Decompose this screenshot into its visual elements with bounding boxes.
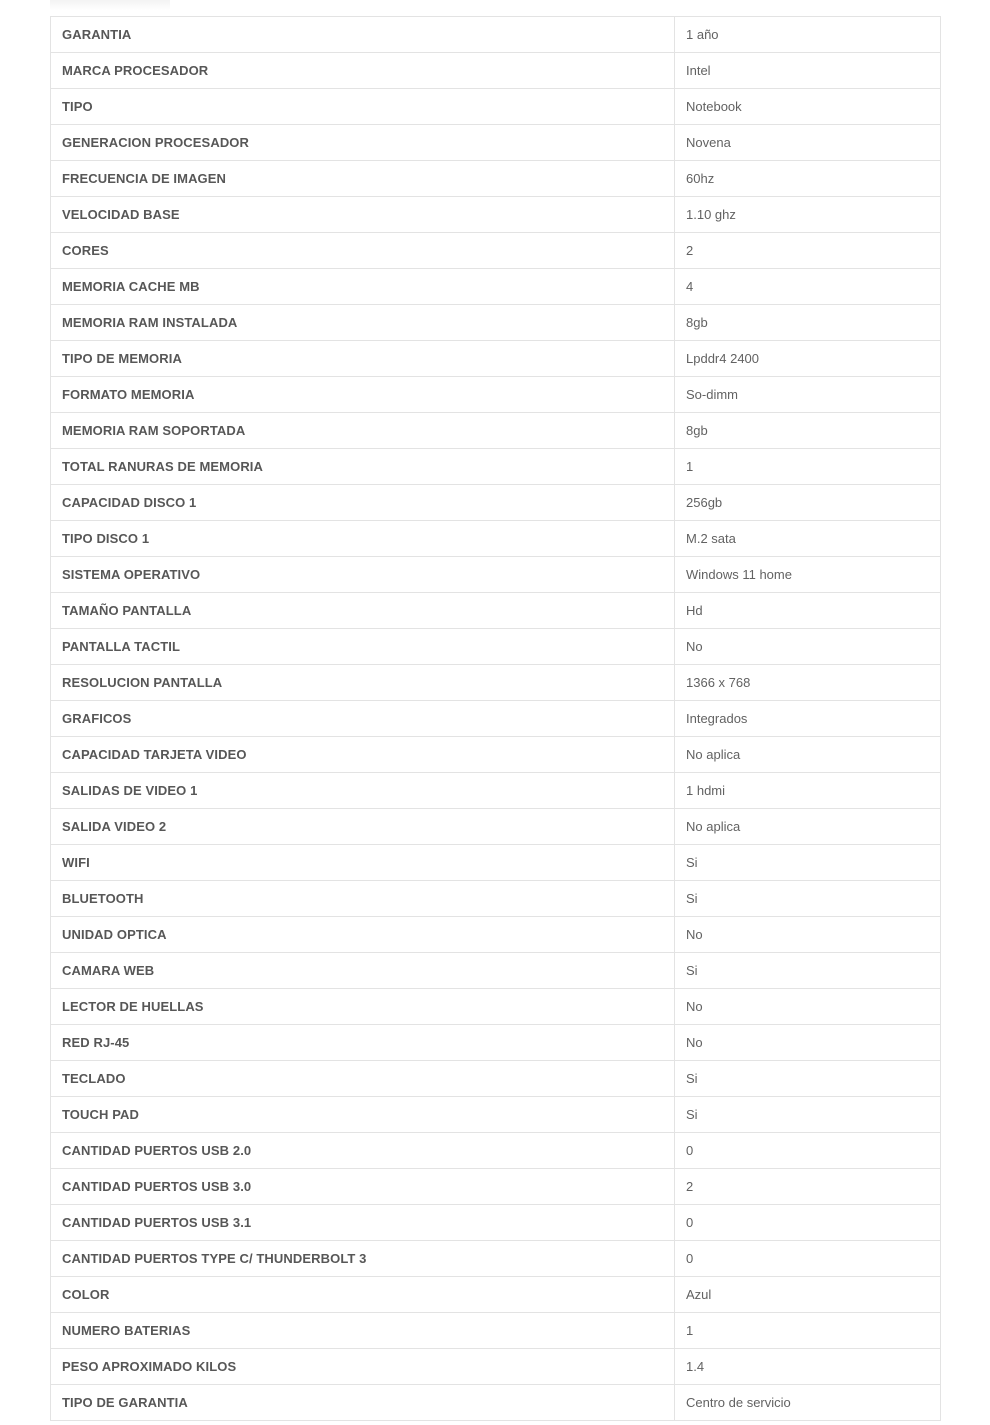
spec-label: CANTIDAD PUERTOS USB 3.1 xyxy=(51,1205,675,1241)
spec-row xyxy=(51,917,941,953)
spec-row xyxy=(51,53,941,89)
spec-value: 2 xyxy=(675,1169,941,1205)
spec-label: UNIDAD OPTICA xyxy=(51,917,675,953)
spec-label: TAMAÑO PANTALLA xyxy=(51,593,675,629)
spec-value: 256gb xyxy=(675,485,941,521)
spec-label: CORES xyxy=(51,233,675,269)
spec-value: 1 xyxy=(675,449,941,485)
spec-value: No aplica xyxy=(675,809,941,845)
spec-value: Hd xyxy=(675,593,941,629)
spec-label: MEMORIA RAM SOPORTADA xyxy=(51,413,675,449)
spec-value: 4 xyxy=(675,269,941,305)
spec-label: TIPO DISCO 1 xyxy=(51,521,675,557)
spec-row xyxy=(51,1277,941,1313)
spec-label: PANTALLA TACTIL xyxy=(51,629,675,665)
spec-row xyxy=(51,1169,941,1205)
spec-row xyxy=(51,845,941,881)
spec-row xyxy=(51,557,941,593)
spec-row xyxy=(51,1241,941,1277)
spec-label: TOTAL RANURAS DE MEMORIA xyxy=(51,449,675,485)
spec-row xyxy=(51,377,941,413)
spec-label: MEMORIA RAM INSTALADA xyxy=(51,305,675,341)
spec-label: SISTEMA OPERATIVO xyxy=(51,557,675,593)
spec-value: Azul xyxy=(675,1277,941,1313)
spec-row xyxy=(51,233,941,269)
spec-row xyxy=(51,1133,941,1169)
spec-row xyxy=(51,953,941,989)
spec-value: 0 xyxy=(675,1133,941,1169)
spec-row xyxy=(51,881,941,917)
spec-row xyxy=(51,305,941,341)
spec-value: Si xyxy=(675,953,941,989)
spec-label: SALIDA VIDEO 2 xyxy=(51,809,675,845)
spec-row xyxy=(51,1097,941,1133)
specifications-table-body xyxy=(51,17,941,1421)
spec-value: Windows 11 home xyxy=(675,557,941,593)
spec-value: 1.10 ghz xyxy=(675,197,941,233)
spec-label: TECLADO xyxy=(51,1061,675,1097)
spec-label: TIPO DE MEMORIA xyxy=(51,341,675,377)
spec-label: MARCA PROCESADOR xyxy=(51,53,675,89)
spec-label: CAPACIDAD TARJETA VIDEO xyxy=(51,737,675,773)
spec-value: Si xyxy=(675,845,941,881)
spec-value: 0 xyxy=(675,1205,941,1241)
spec-label: RESOLUCION PANTALLA xyxy=(51,665,675,701)
spec-row xyxy=(51,1313,941,1349)
spec-label: CANTIDAD PUERTOS TYPE C/ THUNDERBOLT 3 xyxy=(51,1241,675,1277)
top-fade-decoration xyxy=(50,0,170,10)
spec-row xyxy=(51,629,941,665)
spec-label: CANTIDAD PUERTOS USB 3.0 xyxy=(51,1169,675,1205)
spec-row xyxy=(51,737,941,773)
spec-row xyxy=(51,269,941,305)
spec-row xyxy=(51,1025,941,1061)
spec-row xyxy=(51,521,941,557)
spec-label: COLOR xyxy=(51,1277,675,1313)
spec-value: No aplica xyxy=(675,737,941,773)
spec-row xyxy=(51,773,941,809)
spec-label: LECTOR DE HUELLAS xyxy=(51,989,675,1025)
spec-value: No xyxy=(675,629,941,665)
spec-label: MEMORIA CACHE MB xyxy=(51,269,675,305)
spec-label: VELOCIDAD BASE xyxy=(51,197,675,233)
spec-value: 0 xyxy=(675,1241,941,1277)
spec-label: GARANTIA xyxy=(51,17,675,53)
spec-label: SALIDAS DE VIDEO 1 xyxy=(51,773,675,809)
spec-row xyxy=(51,809,941,845)
spec-row xyxy=(51,1349,941,1385)
spec-label: TIPO DE GARANTIA xyxy=(51,1385,675,1421)
spec-value: 1 hdmi xyxy=(675,773,941,809)
spec-label: FORMATO MEMORIA xyxy=(51,377,675,413)
spec-label: GENERACION PROCESADOR xyxy=(51,125,675,161)
spec-label: CAMARA WEB xyxy=(51,953,675,989)
spec-label: CANTIDAD PUERTOS USB 2.0 xyxy=(51,1133,675,1169)
spec-value: Integrados xyxy=(675,701,941,737)
spec-label: CAPACIDAD DISCO 1 xyxy=(51,485,675,521)
spec-value: 1.4 xyxy=(675,1349,941,1385)
spec-label: NUMERO BATERIAS xyxy=(51,1313,675,1349)
spec-row xyxy=(51,161,941,197)
spec-value: 1 año xyxy=(675,17,941,53)
spec-label: PESO APROXIMADO KILOS xyxy=(51,1349,675,1385)
spec-value: No xyxy=(675,989,941,1025)
spec-value: 1 xyxy=(675,1313,941,1349)
spec-row xyxy=(51,701,941,737)
spec-row xyxy=(51,665,941,701)
spec-row xyxy=(51,449,941,485)
spec-row xyxy=(51,413,941,449)
spec-label: FRECUENCIA DE IMAGEN xyxy=(51,161,675,197)
spec-label: TOUCH PAD xyxy=(51,1097,675,1133)
spec-value: Lpddr4 2400 xyxy=(675,341,941,377)
spec-row xyxy=(51,1385,941,1421)
spec-label: WIFI xyxy=(51,845,675,881)
spec-value: 1366 x 768 xyxy=(675,665,941,701)
spec-value: 60hz xyxy=(675,161,941,197)
spec-row xyxy=(51,341,941,377)
spec-value: Centro de servicio xyxy=(675,1385,941,1421)
spec-value: No xyxy=(675,917,941,953)
spec-row xyxy=(51,17,941,53)
spec-value: So-dimm xyxy=(675,377,941,413)
spec-label: TIPO xyxy=(51,89,675,125)
spec-row xyxy=(51,197,941,233)
spec-value: No xyxy=(675,1025,941,1061)
spec-value: Novena xyxy=(675,125,941,161)
spec-row xyxy=(51,485,941,521)
spec-row xyxy=(51,125,941,161)
spec-value: Notebook xyxy=(675,89,941,125)
spec-value: Intel xyxy=(675,53,941,89)
specifications-table xyxy=(50,16,941,1421)
spec-row xyxy=(51,1061,941,1097)
spec-label: RED RJ-45 xyxy=(51,1025,675,1061)
spec-value: Si xyxy=(675,881,941,917)
spec-value: Si xyxy=(675,1097,941,1133)
spec-value: 8gb xyxy=(675,305,941,341)
spec-row xyxy=(51,1205,941,1241)
spec-value: 8gb xyxy=(675,413,941,449)
spec-row xyxy=(51,989,941,1025)
spec-row xyxy=(51,593,941,629)
spec-value: 2 xyxy=(675,233,941,269)
spec-value: M.2 sata xyxy=(675,521,941,557)
spec-label: GRAFICOS xyxy=(51,701,675,737)
spec-value: Si xyxy=(675,1061,941,1097)
spec-label: BLUETOOTH xyxy=(51,881,675,917)
spec-row xyxy=(51,89,941,125)
